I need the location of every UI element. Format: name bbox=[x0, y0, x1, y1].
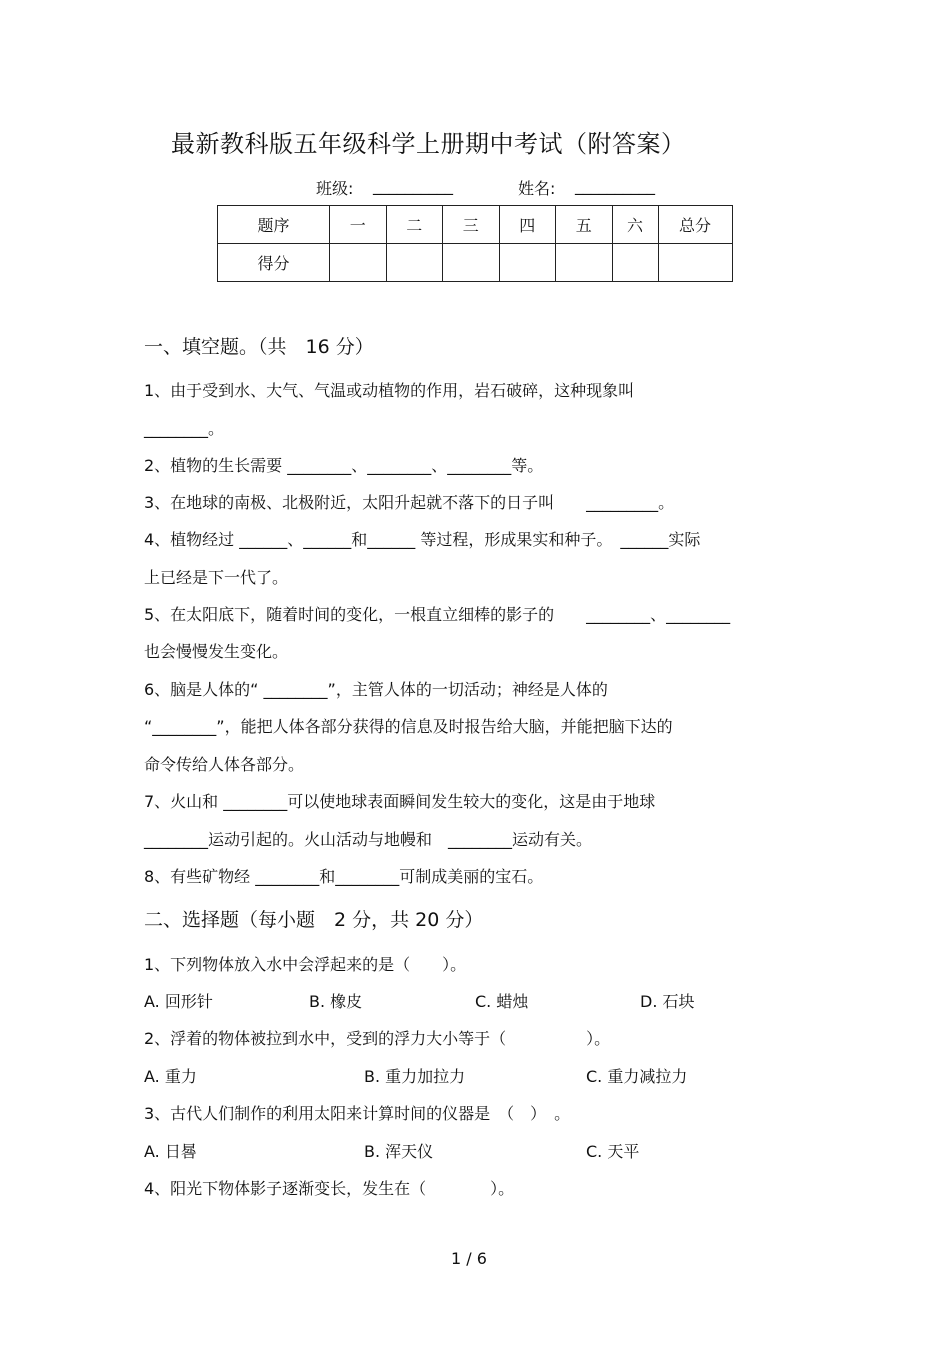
header-cell: 总分 bbox=[658, 206, 732, 244]
header-cell: 一 bbox=[330, 206, 387, 244]
question-line: 命令传给人体各部分。 bbox=[144, 755, 305, 774]
section-1-heading: 一、填空题。（共 16 分） bbox=[144, 336, 374, 358]
score-cell[interactable] bbox=[612, 244, 658, 282]
score-cell[interactable] bbox=[556, 244, 613, 282]
question-stem: 4、阳光下物体影子逐渐变长，发生在（ ）。 bbox=[144, 1179, 515, 1198]
option-a[interactable]: A. 日晷 bbox=[144, 1142, 197, 1161]
question-line: 6、脑是人体的“ ________”，主管人体的一切活动；神经是人体的 bbox=[144, 680, 608, 699]
header-cell: 二 bbox=[386, 206, 443, 244]
score-cell[interactable] bbox=[658, 244, 732, 282]
option-c[interactable]: C. 天平 bbox=[586, 1142, 640, 1161]
row-label: 得分 bbox=[218, 244, 330, 282]
question-line: 8、有些矿物经 ________和________可制成美丽的宝石。 bbox=[144, 867, 544, 886]
class-label: 班级: bbox=[316, 179, 354, 198]
score-cell[interactable] bbox=[499, 244, 556, 282]
question-stem: 1、下列物体放入水中会浮起来的是（ ）。 bbox=[144, 955, 467, 974]
option-a[interactable]: A. 回形针 bbox=[144, 992, 213, 1011]
score-table-score-row bbox=[218, 244, 733, 282]
option-b[interactable]: B. 橡皮 bbox=[309, 992, 363, 1011]
header-cell: 三 bbox=[443, 206, 500, 244]
question-line: 也会慢慢发生变化。 bbox=[144, 642, 289, 661]
class-blank: __________ bbox=[373, 176, 453, 195]
score-cell[interactable] bbox=[330, 244, 387, 282]
question-line: ________运动引起的。火山活动与地幔和 ________运动有关。 bbox=[144, 830, 593, 849]
option-b[interactable]: B. 浑天仪 bbox=[364, 1142, 434, 1161]
question-line: 1、由于受到水、大气、气温或动植物的作用，岩石破碎，这种现象叫 bbox=[144, 381, 635, 400]
option-a[interactable]: A. 重力 bbox=[144, 1067, 197, 1086]
header-cell: 五 bbox=[556, 206, 613, 244]
question-line: 上已经是下一代了。 bbox=[144, 568, 289, 587]
document-title: 最新教科版五年级科学上册期中考试（附答案） bbox=[171, 130, 686, 158]
question-line: 3、在地球的南极、北极附近，太阳升起就不落下的日子叫 _________。 bbox=[144, 493, 675, 512]
name-blank: __________ bbox=[575, 176, 655, 195]
page-number: 1 / 6 bbox=[451, 1249, 487, 1268]
question-line: 5、在太阳底下，随着时间的变化，一根直立细棒的影子的 ________、________ bbox=[144, 605, 731, 624]
question-line: 4、植物经过 ______、______和______ 等过程，形成果实和种子。 ______实际 bbox=[144, 530, 701, 549]
score-table-header-row bbox=[218, 206, 733, 244]
score-table bbox=[217, 205, 733, 282]
header-cell: 四 bbox=[499, 206, 556, 244]
score-cell[interactable] bbox=[443, 244, 500, 282]
option-b[interactable]: B. 重力加拉力 bbox=[364, 1067, 466, 1086]
option-d[interactable]: D. 石块 bbox=[640, 992, 695, 1011]
question-line: ________。 bbox=[144, 419, 225, 438]
option-c[interactable]: C. 蜡烛 bbox=[475, 992, 529, 1011]
question-line: 7、火山和 ________可以使地球表面瞬间发生较大的变化，这是由于地球 bbox=[144, 792, 656, 811]
question-line: “________”，能把人体各部分获得的信息及时报告给大脑，并能把脑下达的 bbox=[144, 717, 673, 736]
question-line: 2、植物的生长需要 ________、________、________等。 bbox=[144, 456, 544, 475]
header-cell: 题序 bbox=[218, 206, 330, 244]
option-c[interactable]: C. 重力减拉力 bbox=[586, 1067, 688, 1086]
header-cell: 六 bbox=[612, 206, 658, 244]
question-stem: 3、古代人们制作的利用太阳来计算时间的仪器是 （ ） 。 bbox=[144, 1104, 571, 1123]
name-label: 姓名: bbox=[518, 179, 556, 198]
question-stem: 2、浮着的物体被拉到水中，受到的浮力大小等于（ ）。 bbox=[144, 1029, 611, 1048]
score-cell[interactable] bbox=[386, 244, 443, 282]
section-2-heading: 二、选择题（每小题 2 分，共 20 分） bbox=[144, 909, 484, 931]
